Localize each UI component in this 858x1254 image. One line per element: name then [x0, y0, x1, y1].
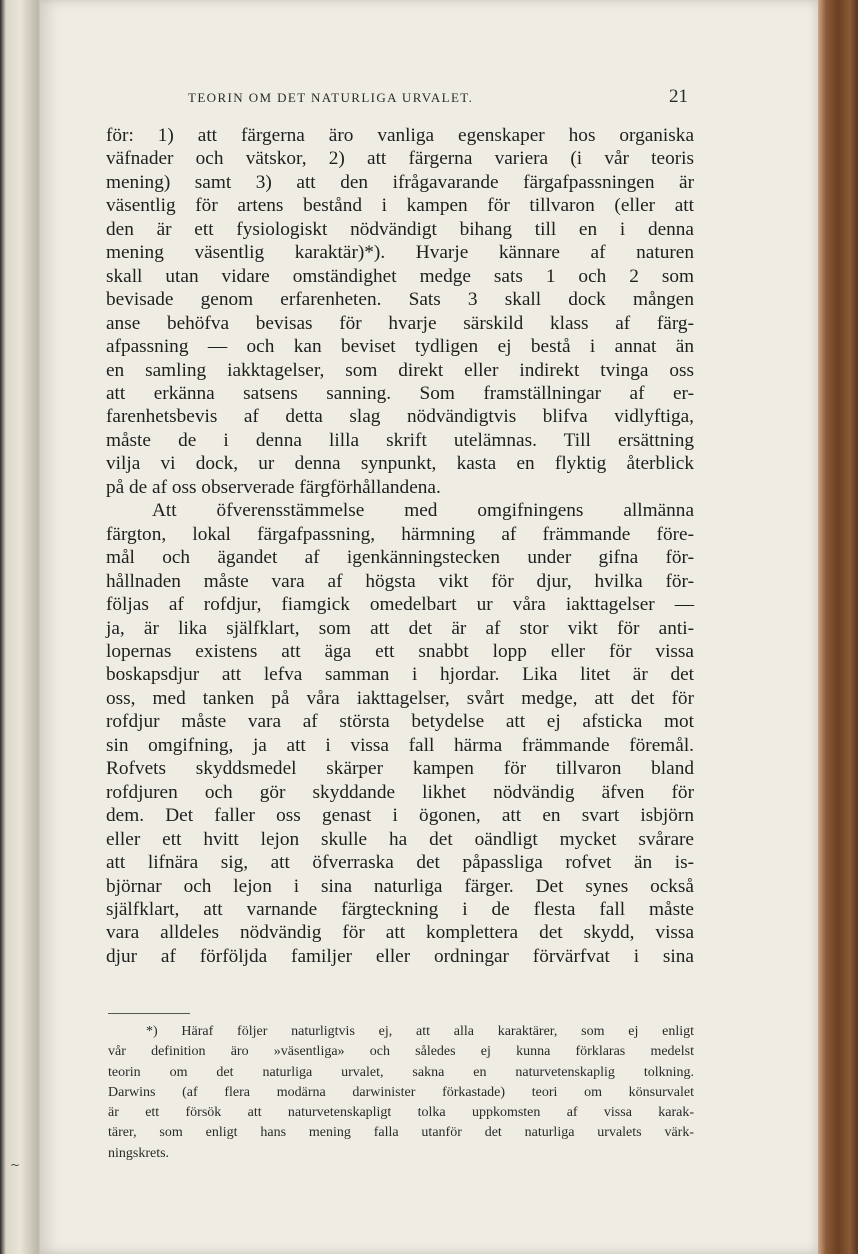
page-number: 21	[669, 86, 688, 107]
text-line: lopernas existens att äga ett snabbt lopp eller för vissa	[106, 640, 694, 662]
text-line: vilja vi dock, ur denna synpunkt, kasta en flyktig återblick	[106, 453, 694, 475]
text-line: djur af förföljda familjer eller ordningar förvärfvat i sina	[106, 945, 694, 967]
footnote-rule	[108, 1013, 190, 1014]
text-line: rofdjuren och gör skyddande likhet nödvändig äfven för	[106, 781, 694, 803]
footnote-line: tärer, som enligt hans mening falla utanför det naturliga urvalets värk-	[108, 1125, 694, 1141]
text-line: Rofvets skyddsmedel skärper kampen för tillvaron bland	[106, 758, 694, 780]
text-line: att erkänna satsens sanning. Som framställningar af er-	[106, 382, 694, 404]
text-line: ja, är lika själfklart, som att det är af stor vikt för anti-	[106, 617, 694, 639]
text-line: på de af oss observerade färgförhållandena.	[106, 476, 441, 498]
text-line: sin omgifning, ja att i vissa fall härma främmande föremål.	[106, 734, 694, 756]
text-line: eller ett hvitt lejon skulle ha det oändligt mycket svårare	[106, 828, 694, 850]
book-left-edge	[0, 0, 40, 1254]
text-line: följas af rofdjur, fiamgick omedelbart ur våra iakttagelser —	[106, 594, 694, 616]
text-line: den är ett fysiologiskt nödvändigt bihang till en i denna	[106, 218, 694, 240]
text-line: mening) samt 3) att den ifrågavarande färgafpassningen är	[106, 171, 694, 193]
footnote-line: ningskrets.	[108, 1145, 170, 1161]
text-line: hållnaden måste vara af högsta vikt för djur, hvilka för-	[106, 570, 694, 592]
footnote-line: är ett försök att naturvetenskapligt tolka uppkomsten af vissa karak-	[108, 1105, 694, 1121]
text-line: Att öfverensstämmelse med omgifningens allmänna	[152, 500, 694, 522]
text-line: dem. Det faller oss genast i ögonen, att en svart isbjörn	[106, 805, 694, 827]
text-line: oss, med tanken på våra iakttagelser, svårt medge, att det för	[106, 687, 694, 709]
text-line: väsentlig för artens bestånd i kampen för tillvaron (eller att	[106, 195, 694, 217]
footnote-line: vår definition äro »väsentliga» och således ej kunna förklaras medelst	[108, 1044, 694, 1060]
footnote	[108, 1022, 694, 1164]
text-line: en samling iakktagelser, som direkt eller indirekt tvinga oss	[106, 359, 694, 381]
text-line: vara alldeles nödvändig för att komplettera det skydd, vissa	[106, 922, 694, 944]
text-line: anse behöfva bevisas för hvarje särskild klass af färg-	[106, 312, 694, 334]
book-binding	[818, 0, 858, 1254]
body-text	[106, 124, 694, 968]
text-line: att lifnära sig, att öfverraska det påpassliga rofvet än is-	[106, 852, 694, 874]
text-line: farenhetsbevis af detta slag nödvändigtvis blifva vidlyftiga,	[106, 406, 694, 428]
page-header	[188, 88, 688, 110]
text-line: måste de i denna lilla skrift utelämnas. Till ersättning	[106, 429, 694, 451]
running-title: TEORIN OM DET NATURLIGA URVALET.	[188, 90, 474, 105]
text-line: själfklart, att varnande färgteckning i de flesta fall måste	[106, 898, 694, 920]
text-line: för: 1) att färgerna äro vanliga egenskaper hos organiska	[106, 125, 694, 146]
text-line: björnar och lejon i sina naturliga färger. Det synes också	[106, 875, 694, 897]
text-line: afpassning — och kan beviset tydligen ej bestå i annat än	[106, 336, 694, 358]
text-line: bevisade genom erfarenheten. Sats 3 skall dock mången	[106, 289, 694, 311]
text-line: boskapsdjur att lefva samman i hjordar. Lika litet är det	[106, 664, 694, 686]
text-line: väfnader och vätskor, 2) att färgerna variera (i vår teoris	[106, 148, 694, 170]
footnote-line: *) Häraf följer naturligtvis ej, att alla karaktärer, som ej enligt	[146, 1024, 694, 1039]
margin-mark: ~	[10, 1158, 21, 1172]
text-line: rofdjur måste vara af största betydelse att ej afsticka mot	[106, 711, 694, 733]
text-line: skall utan vidare omständighet medge sats 1 och 2 som	[106, 265, 694, 287]
text-line: färgton, lokal färgafpassning, härmning af främmande före-	[106, 523, 694, 545]
footnote-line: Darwins (af flera modärna darwinister förkastade) teori om könsurvalet	[108, 1084, 694, 1100]
text-line: mål och ägandet af igenkänningstecken under gifna för-	[106, 547, 694, 569]
text-line: mening väsentlig karaktär)*). Hvarje kännare af naturen	[106, 242, 694, 264]
footnote-line: teorin om det naturliga urvalet, sakna en naturvetenskaplig tolkning.	[108, 1064, 694, 1080]
